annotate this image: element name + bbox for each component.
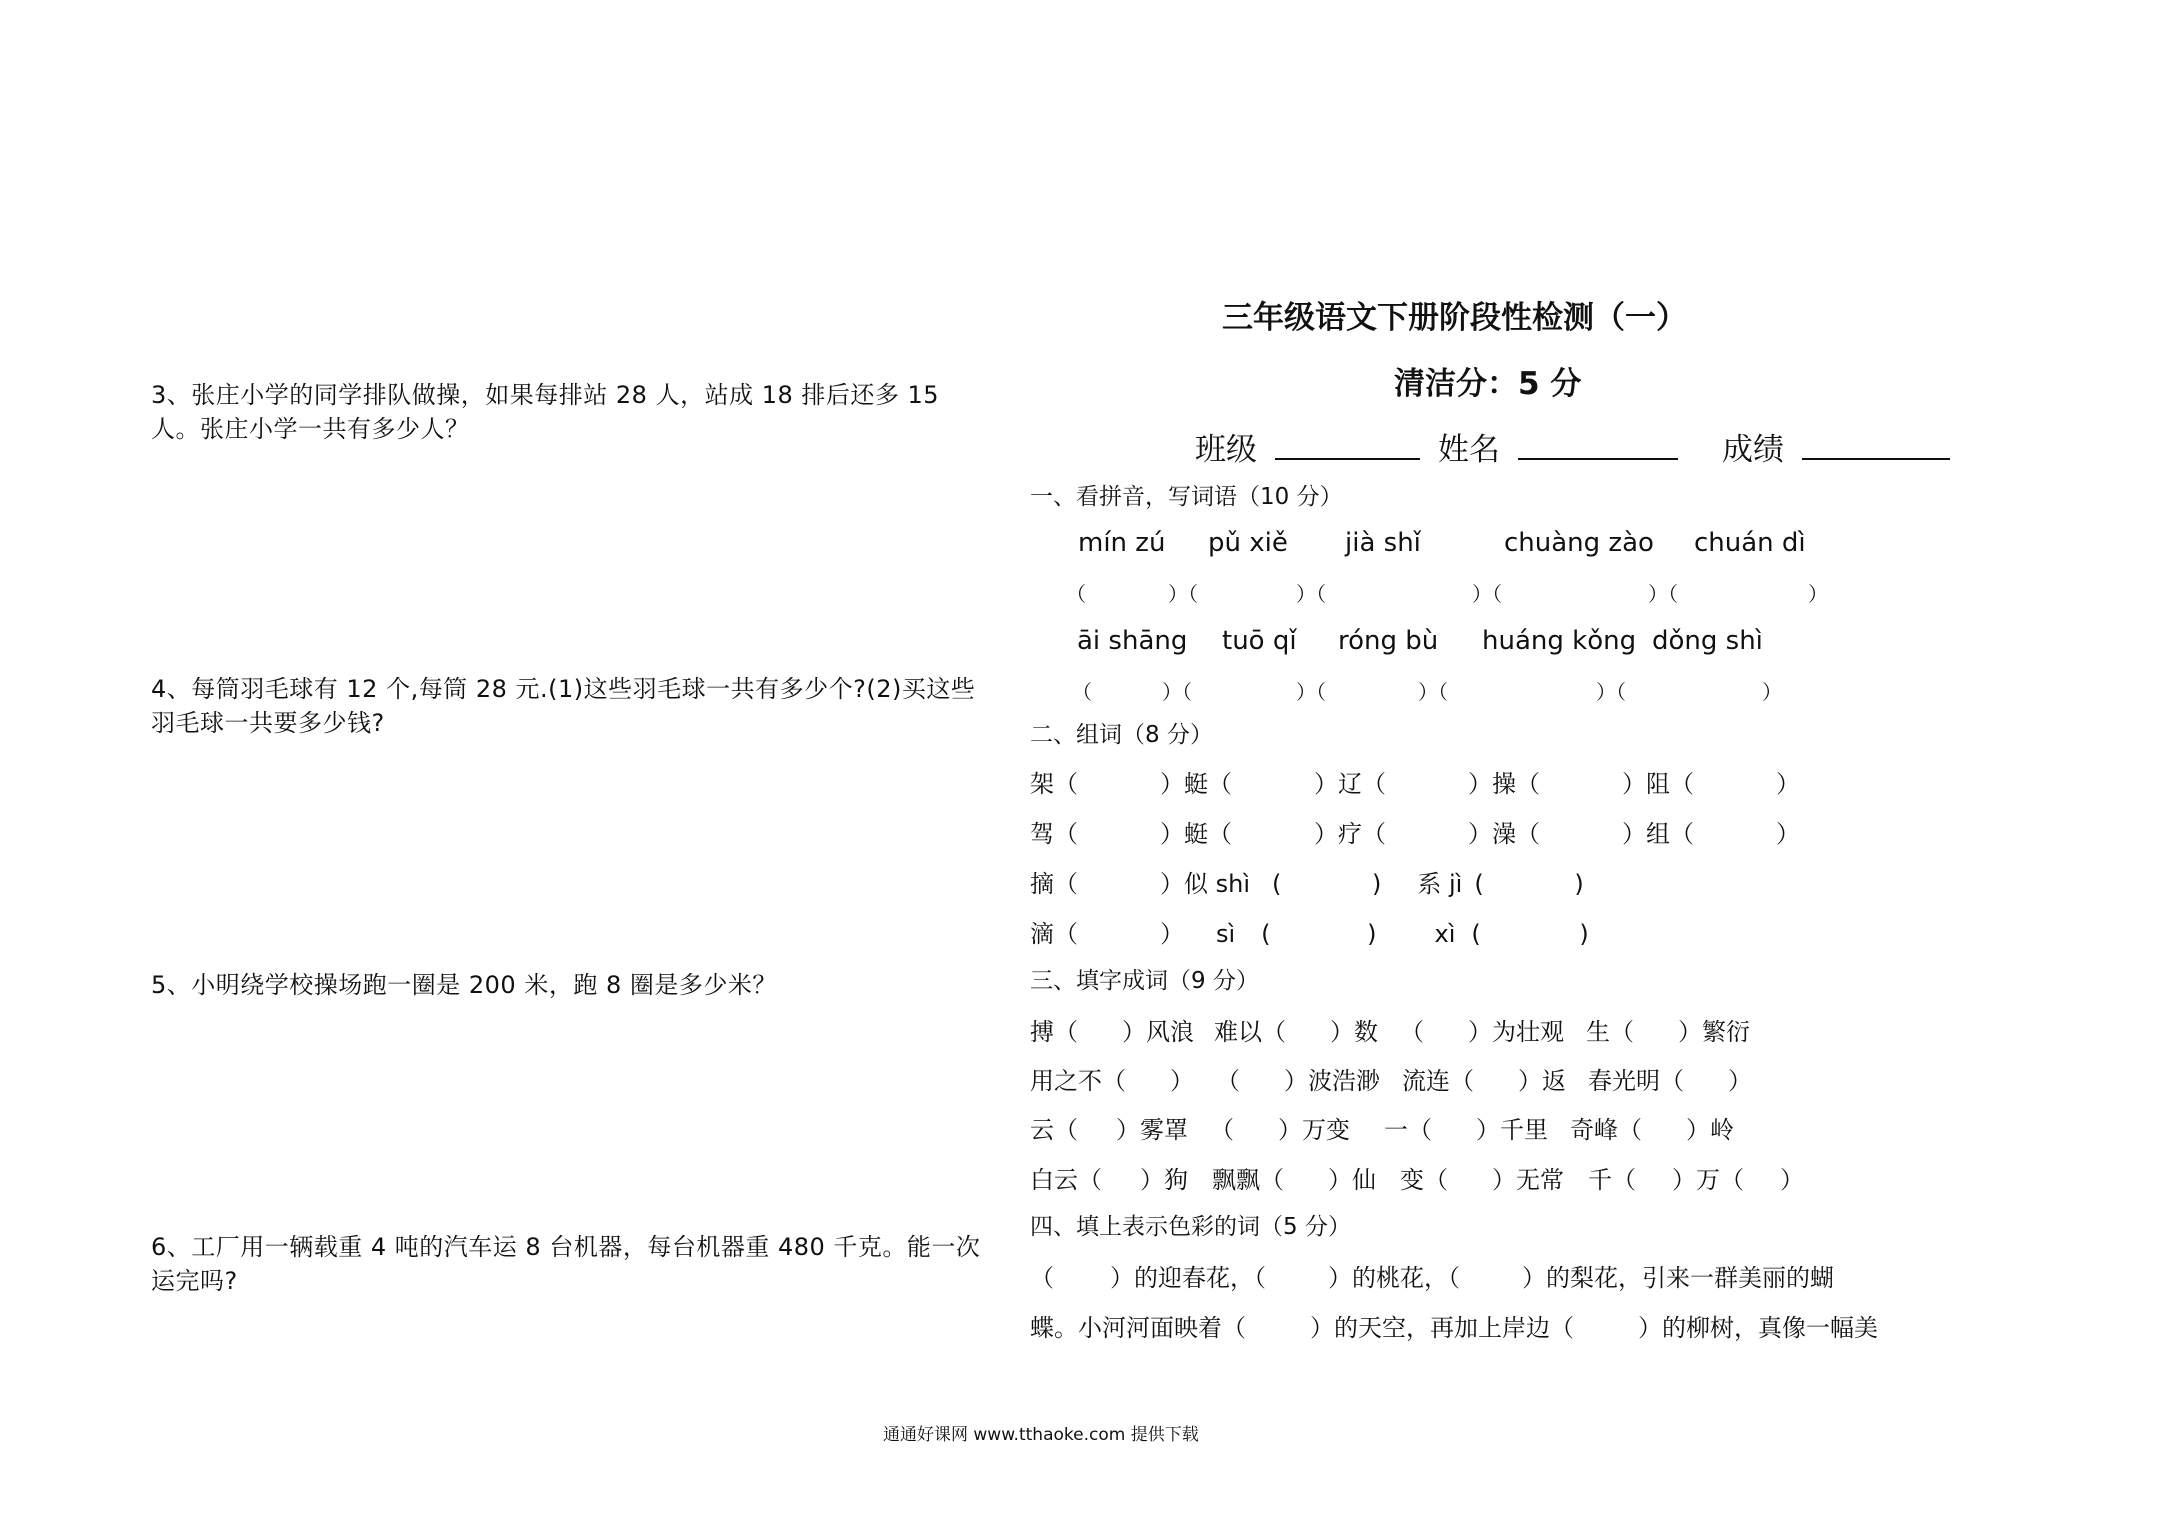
char: 阻 bbox=[1646, 770, 1670, 798]
idiom-part: 云（ bbox=[1030, 1116, 1078, 1144]
char: 蜓 bbox=[1184, 820, 1208, 848]
section-3-heading: 三、填字成词（9 分） bbox=[1030, 968, 1259, 994]
char: 架 bbox=[1030, 770, 1054, 798]
blank[interactable]: ( bbox=[1474, 870, 1484, 898]
question-4: 4、每筒羽毛球有 12 个,每筒 28 元.(1)这些羽毛球一共有多少个?(2)买这些羽毛球一共要多少钱? bbox=[151, 675, 976, 737]
text-part: 蝶。小河河面映着（ bbox=[1030, 1314, 1246, 1342]
text-part: ）的柳树，真像一幅美 bbox=[1638, 1314, 1878, 1342]
blank[interactable]: ( bbox=[1471, 920, 1481, 948]
paren-close: ） bbox=[1468, 770, 1492, 798]
paren-close: ） bbox=[1160, 820, 1184, 848]
char: xì bbox=[1434, 920, 1456, 948]
char: 澡 bbox=[1492, 820, 1516, 848]
idiom-part: （ bbox=[1210, 1116, 1234, 1144]
char: 滴 bbox=[1030, 920, 1054, 948]
idiom-part: ）繁衍 bbox=[1678, 1018, 1750, 1046]
paren-close: ） bbox=[1468, 820, 1492, 848]
blank[interactable]: ( bbox=[1272, 870, 1282, 898]
pinyin: huáng kǒng bbox=[1482, 626, 1637, 656]
idiom-part: 白云（ bbox=[1030, 1166, 1102, 1194]
color-line-2 bbox=[1030, 1308, 1878, 1343]
class-label: 班级 bbox=[1195, 432, 1257, 468]
paren-close: ） bbox=[1776, 770, 1800, 798]
idiom-row-1 bbox=[1030, 1012, 1750, 1047]
idiom-part: （ bbox=[1400, 1018, 1424, 1046]
pinyin: jià shǐ bbox=[1345, 528, 1421, 558]
pinyin: róng bù bbox=[1338, 626, 1439, 656]
section-1-heading: 一、看拼音，写词语（10 分） bbox=[1030, 484, 1343, 510]
paren[interactable]: ）（ bbox=[1472, 582, 1502, 606]
pinyin: mín zú bbox=[1078, 528, 1166, 558]
paren[interactable]: ）（ bbox=[1168, 582, 1198, 606]
char: 驾 bbox=[1030, 820, 1054, 848]
idiom-part: 一（ bbox=[1384, 1116, 1432, 1144]
paren-close: ） bbox=[1622, 820, 1646, 848]
idiom-part: ） bbox=[1170, 1067, 1194, 1095]
char: 系 jì bbox=[1417, 870, 1463, 898]
text-part: ）的迎春花，（ bbox=[1110, 1264, 1266, 1292]
word-row-4 bbox=[1030, 914, 1589, 949]
idiom-row-2 bbox=[1030, 1061, 1752, 1096]
idiom-part: 流连（ bbox=[1402, 1067, 1474, 1095]
idiom-part: ）数 bbox=[1330, 1018, 1378, 1046]
char: 蜓 bbox=[1184, 770, 1208, 798]
pinyin: dǒng shì bbox=[1652, 626, 1763, 656]
idiom-part: ）岭 bbox=[1686, 1116, 1734, 1144]
idiom-part: ）返 bbox=[1518, 1067, 1566, 1095]
idiom-part: 奇峰（ bbox=[1570, 1116, 1642, 1144]
idiom-part: ）万（ bbox=[1672, 1166, 1744, 1194]
paren-close: ） bbox=[1776, 820, 1800, 848]
char: 疗 bbox=[1338, 820, 1362, 848]
answer-row-1 bbox=[0, 578, 2168, 608]
char: 似 shì bbox=[1184, 870, 1251, 898]
paren-close: ） bbox=[1314, 820, 1338, 848]
blank[interactable]: （ bbox=[1054, 920, 1078, 948]
idiom-part: 生（ bbox=[1586, 1018, 1634, 1046]
pinyin: chuàng zào bbox=[1504, 528, 1654, 558]
word-row-3 bbox=[1030, 864, 1584, 899]
blank[interactable]: （ bbox=[1054, 770, 1078, 798]
paren: （ bbox=[1066, 582, 1086, 606]
color-line-1 bbox=[1030, 1258, 1834, 1293]
paren-close: ） bbox=[1160, 920, 1184, 948]
paren[interactable]: ）（ bbox=[1296, 680, 1326, 704]
idiom-part: 用之不（ bbox=[1030, 1067, 1126, 1095]
idiom-part: 飘飘（ bbox=[1212, 1166, 1284, 1194]
paren-close: ） bbox=[1160, 770, 1184, 798]
idiom-part: 搏（ bbox=[1030, 1018, 1078, 1046]
idiom-part: ）千里 bbox=[1476, 1116, 1548, 1144]
paren-close: ） bbox=[1314, 770, 1338, 798]
section-4-heading: 四、填上表示色彩的词（5 分） bbox=[1030, 1214, 1351, 1240]
name-label: 姓名 bbox=[1438, 432, 1500, 468]
idiom-row-4 bbox=[1030, 1160, 1804, 1195]
paren-close: ） bbox=[1160, 870, 1184, 898]
paren-close: ） bbox=[1622, 770, 1646, 798]
question-3: 3、张庄小学的同学排队做操，如果每排站 28 人，站成 18 排后还多 15 人。张庄小学一共有多少人？ bbox=[151, 381, 940, 443]
paren[interactable]: ）（ bbox=[1648, 582, 1678, 606]
word-row-2 bbox=[1030, 814, 1800, 849]
paren[interactable]: ） bbox=[1762, 680, 1782, 704]
idiom-part: 变（ bbox=[1400, 1166, 1448, 1194]
paren[interactable]: ）（ bbox=[1162, 680, 1192, 704]
idiom-part: 春光明（ bbox=[1588, 1067, 1684, 1095]
paren-close: ) bbox=[1372, 870, 1382, 898]
blank[interactable]: （ bbox=[1670, 770, 1694, 798]
text-part: ）的桃花，（ bbox=[1328, 1264, 1460, 1292]
footer-credit: 通通好课网 www.tthaoke.com 提供下载 bbox=[883, 1425, 1199, 1445]
answer-row-2 bbox=[0, 676, 2168, 706]
idiom-part: ）雾罩 bbox=[1116, 1116, 1188, 1144]
idiom-part: ） bbox=[1780, 1166, 1804, 1194]
paren[interactable]: ）（ bbox=[1596, 680, 1626, 704]
idiom-part: ）万变 bbox=[1278, 1116, 1350, 1144]
idiom-part: ）仙 bbox=[1328, 1166, 1376, 1194]
pinyin: tuō qǐ bbox=[1222, 626, 1297, 656]
word-row-1 bbox=[1030, 764, 1800, 799]
idiom-row-3 bbox=[1030, 1110, 1734, 1145]
section-2-heading: 二、组词（8 分） bbox=[1030, 722, 1213, 748]
idiom-part: 难以（ bbox=[1214, 1018, 1286, 1046]
blank[interactable]: （ bbox=[1208, 770, 1232, 798]
paren[interactable]: ）（ bbox=[1296, 582, 1326, 606]
question-6: 6、工厂用一辆载重 4 吨的汽车运 8 台机器，每台机器重 480 千克。能一次运完吗? bbox=[151, 1233, 981, 1295]
blank[interactable]: （ bbox=[1670, 820, 1694, 848]
idiom-part: ） bbox=[1728, 1067, 1752, 1095]
idiom-part: ）风浪 bbox=[1122, 1018, 1194, 1046]
score-label: 成绩 bbox=[1722, 432, 1784, 468]
idiom-part: ）狗 bbox=[1140, 1166, 1188, 1194]
paren[interactable]: ） bbox=[1808, 582, 1828, 606]
text-part: ）的天空，再加上岸边（ bbox=[1310, 1314, 1574, 1342]
pinyin: āi shāng bbox=[1077, 626, 1188, 656]
paren-close: ) bbox=[1579, 920, 1589, 948]
blank[interactable]: （ bbox=[1516, 770, 1540, 798]
page-title: 三年级语文下册阶段性检测（一） bbox=[1222, 300, 1687, 336]
idiom-part: ）波浩渺 bbox=[1284, 1067, 1380, 1095]
blank[interactable]: （ bbox=[1362, 770, 1386, 798]
paren-close: ) bbox=[1367, 920, 1377, 948]
blank[interactable]: （ bbox=[1516, 820, 1540, 848]
class-blank[interactable] bbox=[1275, 424, 1420, 460]
pinyin: chuán dì bbox=[1694, 528, 1806, 558]
char: 组 bbox=[1646, 820, 1670, 848]
pinyin-row-2 bbox=[0, 626, 2168, 662]
idiom-part: 千（ bbox=[1588, 1166, 1636, 1194]
char: sì bbox=[1216, 920, 1236, 948]
paren: （ bbox=[1072, 680, 1092, 704]
score-blank[interactable] bbox=[1802, 424, 1950, 460]
text-part: （ bbox=[1030, 1264, 1054, 1292]
blank[interactable]: （ bbox=[1054, 820, 1078, 848]
idiom-part: ）无常 bbox=[1492, 1166, 1564, 1194]
char: 摘 bbox=[1030, 870, 1054, 898]
name-blank[interactable] bbox=[1518, 424, 1678, 460]
blank[interactable]: （ bbox=[1362, 820, 1386, 848]
pinyin: pǔ xiě bbox=[1208, 528, 1288, 558]
pinyin-row-1 bbox=[0, 528, 2168, 564]
char: 辽 bbox=[1338, 770, 1362, 798]
blank[interactable]: （ bbox=[1208, 820, 1232, 848]
text-part: ）的梨花，引来一群美丽的蝴 bbox=[1522, 1264, 1834, 1292]
idiom-part: ）为壮观 bbox=[1468, 1018, 1564, 1046]
paren-close: ) bbox=[1574, 870, 1584, 898]
cleanliness-score: 清洁分：5 分 bbox=[1394, 366, 1582, 402]
question-5: 5、小明绕学校操场跑一圈是 200 米，跑 8 圈是多少米？ bbox=[151, 971, 777, 999]
idiom-part: （ bbox=[1216, 1067, 1240, 1095]
student-info bbox=[1195, 424, 1950, 469]
char: 操 bbox=[1492, 770, 1516, 798]
blank[interactable]: （ bbox=[1054, 870, 1078, 898]
blank[interactable]: ( bbox=[1261, 920, 1271, 948]
paren[interactable]: ）（ bbox=[1418, 680, 1448, 704]
